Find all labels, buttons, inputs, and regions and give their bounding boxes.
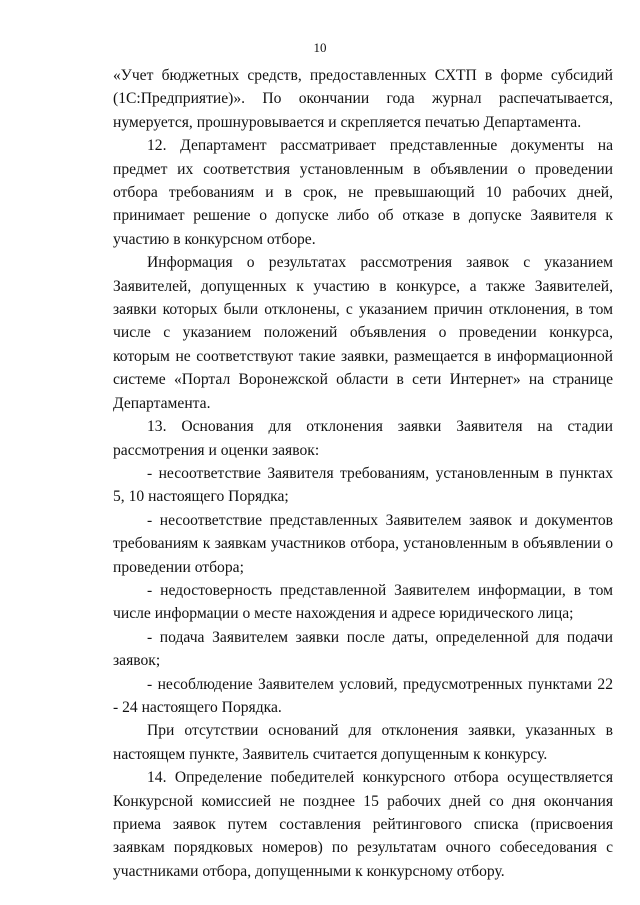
list-item-requirements: - несоответствие Заявителя требованиям, установленным в пунктах 5, 10 настоящего Порядка;	[113, 464, 613, 506]
page-number: 10	[313, 40, 327, 55]
paragraph-info-results: Информация о результатах рассмотрения заявок с указанием Заявителей, допущенных к участию в конкурсе, а также Заявителей, заявки которых были отклонены, с указанием причин отклонения, в том числе с указанием положений объявления о проведении конкурса, которым не соответствуют такие заявки, размещается в информационной системе «Портал Воронежской области в сети Интернет» на странице Департамента.	[113, 254, 613, 412]
list-item-conditions: - несоблюдение Заявителем условий, предусмотренных пунктами 22 - 24 настоящего Порядка.	[113, 675, 613, 716]
document-body	[113, 64, 613, 883]
list-item-unreliable-info: - недостоверность представленной Заявителем информации, в том числе информации о месте нахождения и адресе юридического лица;	[113, 581, 613, 623]
paragraph-admitted: При отсутствии оснований для отклонения заявки, указанных в настоящем пункте, Заявитель считается допущенным к конкурсу.	[113, 722, 613, 763]
paragraph-item-14: 14. Определение победителей конкурсного отбора осуществляется Конкурсной комиссией не позднее 15 рабочих дней со дня окончания приема заявок путем составления рейтингового списка (присвоения заявкам порядковых номеров) по результатам очного собеседования с участниками отбора, допущенными к конкурсному отбору.	[113, 769, 613, 880]
paragraph-continuation: «Учет бюджетных средств, предоставленных СХТП в форме субсидий (1С:Предприятие)». По окончании года журнал распечатывается, нумеруется, прошнуровывается и скрепляется печатью Департамента.	[113, 67, 613, 131]
list-item-late-submission: - подача Заявителем заявки после даты, определенной для подачи заявок;	[113, 628, 613, 670]
paragraph-item-12: 12. Департамент рассматривает представленные документы на предмет их соответствия установленным в объявлении о проведении отбора требованиям и в срок, не превышающий 10 рабочих дней, принимает решение о допуске либо об отказе в допуске Заявителя к участию в конкурсном отборе.	[113, 137, 613, 248]
list-item-documents: - несоответствие представленных Заявителем заявок и документов требованиям к заявкам участников отбора, установленным в объявлении о проведении отбора;	[113, 511, 613, 576]
paragraph-item-13: 13. Основания для отклонения заявки Заявителя на стадии рассмотрения и оценки заявок:	[113, 418, 613, 459]
